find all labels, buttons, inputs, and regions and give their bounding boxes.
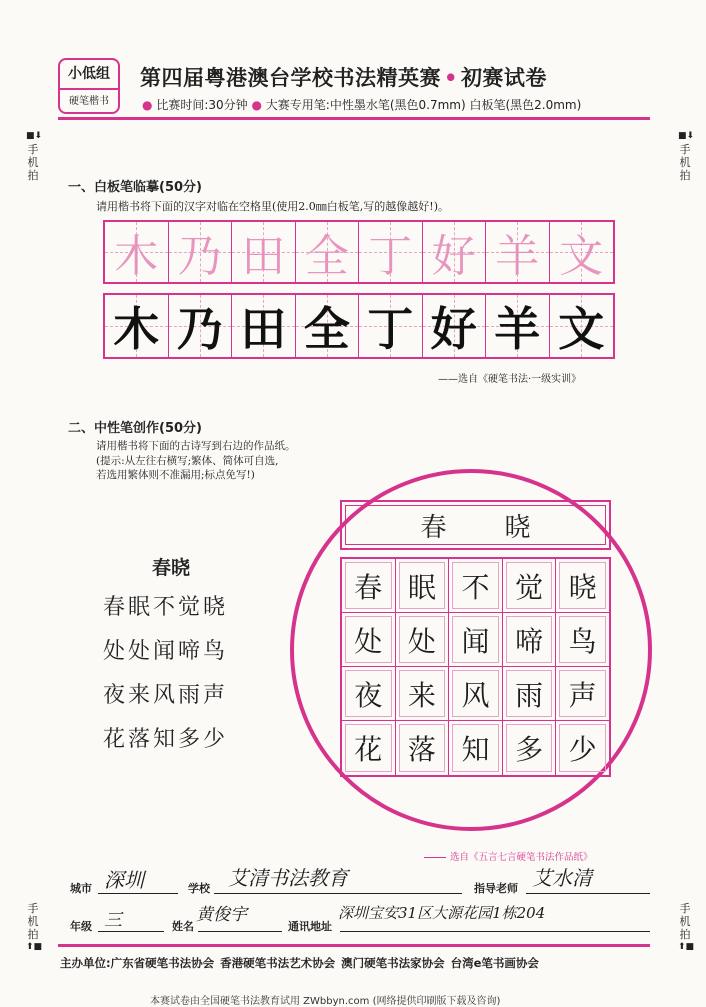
work-cell[interactable]: 雨 — [503, 667, 557, 720]
footer-note: 本赛试卷由全国硬笔书法教育试用 ZWbbyn.com (网络提供印刷版下载及咨询) — [150, 996, 501, 1007]
work-cell[interactable]: 知 — [449, 721, 503, 775]
model-cell: 全 — [296, 295, 360, 357]
poem-line: 春眠不觉晓 — [103, 595, 229, 620]
section2-source: 选自《五言七言硬笔书法作品纸》 — [424, 849, 593, 863]
side-mark-top-right: ■⬇ 手 机 拍 — [678, 131, 695, 182]
title-sub: 初赛试卷 — [460, 65, 547, 90]
trace-cell[interactable]: 田 — [232, 222, 296, 282]
title-dot: • — [444, 65, 458, 90]
work-cell[interactable]: 来 — [396, 667, 450, 720]
work-cell[interactable]: 处 — [342, 613, 396, 666]
group-badge — [58, 58, 120, 114]
model-cell: 乃 — [169, 295, 233, 357]
work-title-char: 春 — [420, 512, 447, 543]
work-cell[interactable]: 风 — [449, 667, 503, 720]
work-cell[interactable]: 春 — [342, 559, 396, 612]
trace-cell[interactable]: 文 — [550, 222, 614, 282]
page-title — [140, 62, 547, 92]
work-row — [342, 613, 609, 667]
grade-label: 年级 — [70, 920, 92, 933]
teacher-underline — [526, 893, 650, 894]
work-cell[interactable]: 鸟 — [556, 613, 609, 666]
work-row — [342, 721, 609, 775]
model-cell: 丁 — [359, 295, 423, 357]
name-underline — [198, 931, 282, 932]
work-cell[interactable]: 花 — [342, 721, 396, 775]
name-field[interactable]: 黄俊宇 — [196, 905, 247, 925]
teacher-field[interactable]: 艾水清 — [532, 866, 592, 890]
work-cell[interactable]: 夜 — [342, 667, 396, 720]
model-cell: 羊 — [486, 295, 550, 357]
model-cell: 好 — [423, 295, 487, 357]
poem-line: 花落知多少 — [103, 727, 229, 752]
sponsors: 主办单位:广东省硬笔书法协会 香港硬笔书法艺术协会 澳门硬笔书法家协会 台湾e笔书画协会 — [60, 956, 539, 970]
poem-line: 夜来风雨声 — [103, 683, 229, 708]
school-underline — [214, 893, 462, 894]
exam-info — [142, 96, 581, 113]
trace-cell[interactable]: 木 — [105, 222, 169, 282]
work-cell[interactable]: 处 — [396, 613, 450, 666]
work-cell[interactable]: 闻 — [449, 613, 503, 666]
school-label: 学校 — [188, 882, 210, 895]
trace-cell[interactable]: 羊 — [486, 222, 550, 282]
side-mark-top-left: ■⬇ 手 机 拍 — [26, 131, 43, 182]
side-mark-bottom-right: 手 机 拍 ⬆■ — [678, 902, 695, 952]
work-cell[interactable]: 落 — [396, 721, 450, 775]
grade-field[interactable]: 三 — [104, 910, 122, 931]
address-field[interactable]: 深圳宝安31区大源花园1栋204 — [338, 904, 546, 922]
city-field[interactable]: 深圳 — [104, 868, 144, 892]
side-mark-bottom-left: 手 机 拍 ⬆■ — [26, 902, 43, 952]
trace-cell[interactable]: 丁 — [359, 222, 423, 282]
work-cell[interactable]: 眠 — [396, 559, 450, 612]
address-underline — [340, 931, 650, 932]
section2-instruction-3: 若选用繁体则不准漏用;标点免写!) — [96, 469, 255, 481]
section1-heading: 一、白板笔临摹(50分) — [68, 180, 202, 195]
name-label: 姓名 — [172, 920, 194, 933]
camera-icon: ⬆■ — [26, 942, 43, 952]
camera-icon: ■⬇ — [26, 131, 43, 141]
school-field[interactable]: 艾清书法教育 — [228, 866, 348, 890]
work-cell[interactable]: 多 — [503, 721, 557, 775]
work-cell[interactable]: 声 — [556, 667, 609, 720]
bullet-icon: ● — [251, 98, 262, 112]
title-main: 第四届粤港澳台学校书法精英赛 — [140, 65, 441, 90]
camera-icon: ⬆■ — [678, 942, 695, 952]
section1-instruction: 请用楷书将下面的汉字对临在空格里(使用2.0㎜白板笔,写的越像越好!)。 — [96, 200, 449, 213]
city-underline — [98, 893, 178, 894]
work-title-char: 晓 — [504, 512, 531, 543]
badge-category-label: 硬笔楷书 — [69, 96, 109, 107]
work-grid — [340, 557, 611, 777]
work-title-box[interactable] — [340, 500, 611, 550]
city-label: 城市 — [70, 882, 92, 895]
section2-instruction-2: (提示:从左往右横写;繁体、简体可自选, — [96, 455, 279, 467]
teacher-label: 指导老师 — [474, 882, 518, 895]
bullet-icon: ● — [142, 98, 153, 112]
trace-grid — [103, 220, 615, 284]
work-row — [342, 559, 609, 613]
work-row — [342, 667, 609, 721]
address-label: 通讯地址 — [288, 920, 332, 933]
work-cell[interactable]: 不 — [449, 559, 503, 612]
badge-group-label: 小低组 — [60, 60, 118, 90]
model-grid — [103, 293, 615, 359]
section2-heading: 二、中性笔创作(50分) — [68, 421, 202, 436]
work-cell[interactable]: 晓 — [556, 559, 609, 612]
poem-line: 处处闻啼鸟 — [103, 639, 229, 664]
model-cell: 木 — [105, 295, 169, 357]
trace-cell[interactable]: 乃 — [169, 222, 233, 282]
model-cell: 文 — [550, 295, 614, 357]
work-cell[interactable]: 啼 — [503, 613, 557, 666]
section2-instruction-1: 请用楷书将下面的古诗写到右边的作品纸。 — [96, 440, 296, 452]
section1-source: ——选自《硬笔书法·一级实训》 — [438, 374, 582, 385]
footer-divider — [58, 944, 650, 947]
camera-icon: ■⬇ — [678, 131, 695, 141]
header-divider — [58, 117, 650, 120]
model-cell: 田 — [232, 295, 296, 357]
work-cell[interactable]: 少 — [556, 721, 609, 775]
trace-cell[interactable]: 好 — [423, 222, 487, 282]
work-cell[interactable]: 觉 — [503, 559, 557, 612]
trace-cell[interactable]: 全 — [296, 222, 360, 282]
exam-time: 比赛时间:30分钟 — [156, 98, 248, 112]
exam-pens: 大赛专用笔:中性墨水笔(黑色0.7mm) 白板笔(黑色2.0mm) — [265, 98, 582, 112]
poem-title: 春晓 — [152, 557, 191, 579]
